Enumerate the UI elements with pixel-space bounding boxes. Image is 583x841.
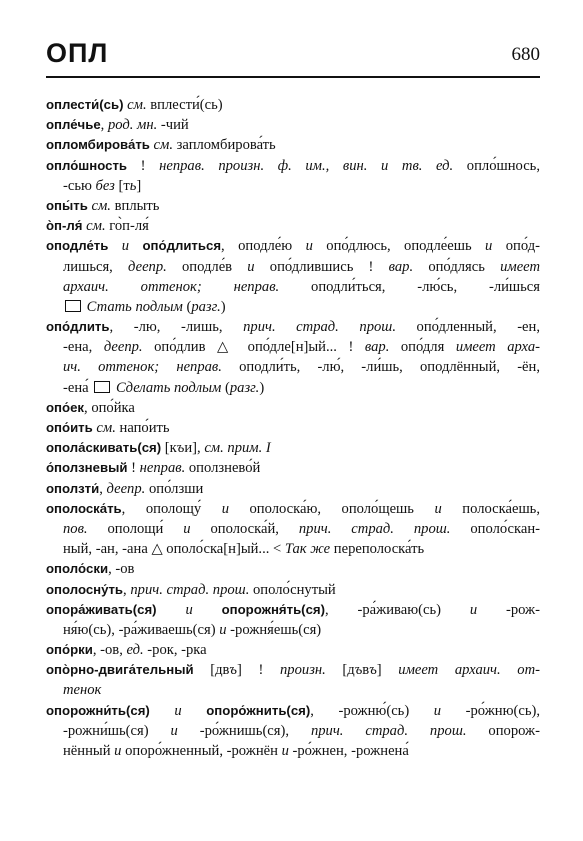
dictionary-entry (46, 135, 540, 155)
grammar-note: имеет архаич. от- (398, 662, 540, 679)
entry-text: в (362, 662, 370, 679)
entry-text: полоска́ешь, (441, 500, 540, 517)
entry-first-line (46, 196, 540, 216)
dictionary-entry (46, 418, 540, 438)
grammar-note: разг. (191, 298, 221, 315)
headword: оплести́(сь) (46, 97, 124, 112)
entry-first-line (46, 438, 540, 458)
entry-text: ] ! (236, 662, 280, 679)
grammar-note: ъ (369, 662, 377, 679)
entry-text: -рожни́шь(ся) (63, 722, 171, 739)
entry-text: -рожня́ешь(ся) (226, 621, 322, 638)
headword: оползти́ (46, 480, 100, 496)
entry-text (129, 238, 142, 254)
entry-continuation-line (46, 741, 540, 761)
entry-first-line (46, 216, 540, 236)
entry-text: , -ов (108, 561, 135, 578)
entry-text: ополоска́й, (190, 520, 299, 537)
entry-text: ] (376, 662, 399, 679)
headword: опоро́жнить(ся) (206, 702, 311, 718)
entry-text: нённый (63, 743, 115, 759)
grammar-note: Сделать подлым (115, 379, 222, 396)
entry-text: , оподле́ю (221, 238, 306, 255)
entry-text: опорож- (466, 722, 540, 739)
entry-text: опло́шнось, (453, 157, 540, 174)
entry-text: -ро́жню(сь), (441, 702, 540, 719)
entry-continuation-line (46, 519, 540, 539)
entry-text: переполоска́ть (330, 541, 425, 558)
grammar-note: и (485, 238, 493, 255)
entry-text: [дв (193, 662, 230, 679)
headword: опо́длить (46, 319, 110, 335)
entry-first-line (46, 95, 540, 115)
entry-continuation-line (46, 277, 540, 297)
entry-text: , -ов, (92, 642, 127, 659)
entry-first-line (46, 115, 540, 135)
grammar-note: и (114, 743, 122, 759)
grammar-note: деепр. (128, 258, 167, 275)
grammar-note: Так же (284, 541, 331, 558)
entry-text: го̀п-ля́ (105, 218, 149, 235)
grammar-note: см. (91, 197, 111, 214)
header-rule (46, 76, 540, 78)
entry-text: лишься, (63, 258, 129, 275)
dictionary-entry (46, 156, 540, 196)
entry-text: , (123, 581, 131, 598)
grammar-note: вар. (364, 339, 390, 356)
entry-text: -ена́ (63, 379, 93, 396)
dictionary-entry (46, 398, 540, 418)
grammar-note: ед. (126, 642, 144, 659)
grammar-note: ь (129, 177, 137, 194)
grammar-note: ъ (176, 440, 185, 457)
entry-text: -ро́жнишь(ся), (177, 722, 311, 739)
grammar-note: см. прим. I (204, 440, 271, 457)
entry-first-line (46, 580, 540, 600)
grammar-note: деепр. (106, 480, 146, 497)
dictionary-entry (46, 216, 540, 236)
dictionary-entry (46, 196, 540, 216)
entry-text: [т (114, 177, 130, 194)
entry-continuation-line (46, 257, 540, 277)
entry-text: опо́лзши (145, 480, 204, 497)
entry-continuation-line (46, 378, 540, 398)
headword: ополосну́ть (46, 581, 124, 597)
entry-text: ) (259, 379, 265, 396)
page-header (46, 34, 540, 70)
headword: опломбирова́ть (46, 137, 150, 153)
entry-continuation-line (46, 721, 540, 741)
grammar-note: см. (127, 97, 147, 113)
entry-text: ополо́снутый (249, 581, 336, 598)
dictionary-entry (46, 640, 540, 660)
headword: опо́ить (46, 420, 93, 435)
headword: опо̀рно-двига́тельный (46, 662, 194, 678)
entry-text: опо́для (389, 339, 456, 356)
headword: ополоска́ть (46, 500, 122, 516)
page-number: 680 (511, 44, 540, 65)
grammar-note: и (469, 601, 478, 618)
grammar-note: неправ. произн. ф. им., вин. и тв. ед. (159, 157, 454, 174)
entry-first-line (46, 701, 540, 721)
entry-text: опо́длюсь, оподле́ешь (312, 238, 486, 255)
dictionary-entry (46, 701, 540, 762)
grammar-note: и (221, 500, 229, 517)
entry-text: вплести́(сь) (146, 97, 223, 113)
entry-first-line (46, 458, 540, 478)
entry-continuation-line (46, 680, 540, 700)
entry-text: ополоска́ю, ополо́щешь (228, 500, 435, 517)
entry-text: ( (221, 379, 230, 396)
entry-text: оподли́ть, -лю́, -ли́шь, оподлённый, -ён, (221, 359, 540, 376)
dictionary-entry (46, 499, 540, 560)
entry-text: напо́ить (115, 420, 170, 436)
grammar-note: прич. страд. прош. (243, 319, 396, 336)
dictionary-entry (46, 236, 540, 317)
grammar-note: неправ. (139, 460, 186, 477)
grammar-note: и (183, 520, 191, 537)
entry-text: оподли́ться, -лю́сь, -ли́шься (279, 278, 540, 295)
headword: опло́шность (46, 157, 128, 173)
entry-text: ополощи́ (87, 520, 184, 537)
headword: опора́живать(ся) (46, 601, 157, 617)
entry-continuation-line (46, 176, 540, 196)
grammar-note: и (305, 238, 313, 255)
entry-text: , -лю, -лишь, (109, 319, 244, 336)
entry-text: , опо́йка (84, 399, 135, 416)
entry-text: -чий (157, 117, 189, 134)
dictionary-entry (46, 317, 540, 398)
headword: о̀п-ля́ (46, 218, 83, 234)
grammar-note: и (434, 500, 442, 517)
entry-first-line (46, 317, 540, 337)
entry-text: ный, -ан, -ана △ ополо́ска[н]ый... < (63, 541, 285, 558)
entry-text: -рок, -рка (143, 642, 207, 659)
grammar-note: род. мн. (107, 117, 158, 134)
entry-text: опо́длясь (413, 258, 501, 275)
entry-text: -ена, (63, 339, 104, 356)
headword: опле́чье (46, 117, 101, 133)
dictionary-entry (46, 479, 540, 499)
entry-text: опоро́жненный, -рожнён (121, 743, 282, 759)
entry-first-line (46, 398, 540, 418)
definition-box-icon (94, 381, 110, 393)
dictionary-entry (46, 660, 540, 700)
entry-first-line (46, 156, 540, 176)
grammar-note: прич. страд. прош. (130, 581, 250, 598)
grammar-note: прич. страд. прош. (298, 520, 451, 537)
entry-text: и], (184, 440, 205, 457)
entry-continuation-line (46, 297, 540, 317)
grammar-note: см. (86, 218, 106, 235)
entry-text: [д (325, 662, 355, 679)
grammar-note: см. (153, 137, 173, 154)
grammar-note: имеет арха- (455, 339, 540, 356)
entry-text: ня́ю(сь), -ра́живаешь(ся) (63, 621, 220, 638)
entry-text: вплыть (110, 197, 160, 214)
entry-text: ( (182, 298, 192, 315)
entry-text: -рож- (477, 601, 540, 618)
entry-text: опо́дленный, -ен, (395, 319, 540, 336)
headword: опо́длиться (142, 238, 222, 254)
entry-first-line (46, 236, 540, 256)
grammar-note: прич. страд. прош. (310, 722, 467, 739)
entry-text: , ополощу́ (121, 500, 222, 517)
headword: о́ползневый (46, 460, 128, 476)
grammar-note: и (247, 258, 255, 275)
entry-text: ] (136, 177, 142, 194)
entry-text (193, 602, 222, 618)
headword: опо́рки (46, 642, 93, 658)
dictionary-entry (46, 559, 540, 579)
entry-text: -ро́жнен, -рожнена́ (288, 743, 409, 759)
headword: оподле́ть (46, 238, 109, 254)
headword: ополо́ски (46, 561, 109, 577)
grammar-note: имеет (500, 258, 540, 275)
headword: опорожни́ть(ся) (46, 702, 150, 718)
dictionary-entry (46, 115, 540, 135)
headword: опорожня́ть(ся) (221, 601, 325, 617)
grammar-note: Стать подлым (86, 298, 183, 315)
entry-continuation-line (46, 357, 540, 377)
grammar-note: и (219, 621, 227, 638)
entry-text: -сью (63, 177, 96, 194)
grammar-note: и (433, 702, 442, 719)
dictionary-entry (46, 600, 540, 640)
entry-continuation-line (46, 337, 540, 357)
entry-first-line (46, 418, 540, 438)
grammar-note: и (174, 702, 182, 719)
entry-text: ! (127, 460, 140, 477)
entry-text: , -ра́живаю(сь) (325, 601, 470, 618)
entry-text: [к (161, 440, 177, 457)
entry-text (150, 703, 175, 719)
entry-text: , (100, 117, 108, 134)
grammar-note: произн. (280, 662, 326, 679)
running-head-word: ОПЛ (46, 38, 109, 68)
dictionary-entry (46, 438, 540, 458)
entry-text: ) (220, 298, 226, 315)
entry-first-line (46, 660, 540, 680)
grammar-note: архаич. оттенок; неправ. (63, 278, 280, 295)
entry-first-line (46, 600, 540, 620)
entry-text: ополо́скан- (450, 520, 540, 537)
entry-continuation-line (46, 620, 540, 640)
entry-text (108, 238, 121, 254)
grammar-note: и (281, 743, 289, 759)
entry-text (157, 602, 186, 618)
headword: опы́ть (46, 197, 88, 213)
grammar-note: и (170, 722, 178, 739)
entry-first-line (46, 479, 540, 499)
dictionary-entry (46, 580, 540, 600)
entry-text: опо́д- (492, 238, 540, 255)
entry-first-line (46, 559, 540, 579)
entry-text (182, 703, 207, 719)
entry-text: оподле́в (166, 258, 248, 275)
grammar-note: деепр. (103, 339, 143, 356)
grammar-note: ич. оттенок; неправ. (63, 359, 222, 376)
entry-text: оползнево́й (185, 460, 261, 477)
grammar-note: пов. (63, 520, 88, 537)
headword: опола́скивать(ся) (46, 440, 162, 456)
grammar-note: и (121, 238, 130, 255)
grammar-note: и (185, 601, 193, 618)
grammar-note: ъ (354, 662, 363, 679)
grammar-note: разг. (229, 379, 260, 396)
dictionary-entry (46, 95, 540, 115)
grammar-note: см. (96, 420, 116, 436)
entry-text: опо́длившись ! (254, 258, 389, 275)
grammar-note: тенок (63, 682, 102, 699)
dictionary-entry (46, 458, 540, 478)
entry-text: запломбирова́ть (173, 137, 276, 154)
dictionary-entries (46, 95, 540, 761)
entry-first-line (46, 499, 540, 519)
entry-first-line (46, 135, 540, 155)
definition-box-icon (65, 300, 81, 312)
entry-text: , -рожню́(сь) (310, 702, 434, 719)
entry-text: , (99, 480, 107, 497)
grammar-note: ъ (229, 662, 237, 679)
grammar-note: без (95, 177, 115, 194)
entry-text: ! (127, 157, 160, 174)
entry-continuation-line (46, 539, 540, 559)
grammar-note: вар. (388, 258, 414, 275)
headword: опо́ек (46, 399, 85, 415)
entry-first-line (46, 640, 540, 660)
entry-text: опо́длив △ опо́дле[н]ый... ! (142, 339, 365, 356)
